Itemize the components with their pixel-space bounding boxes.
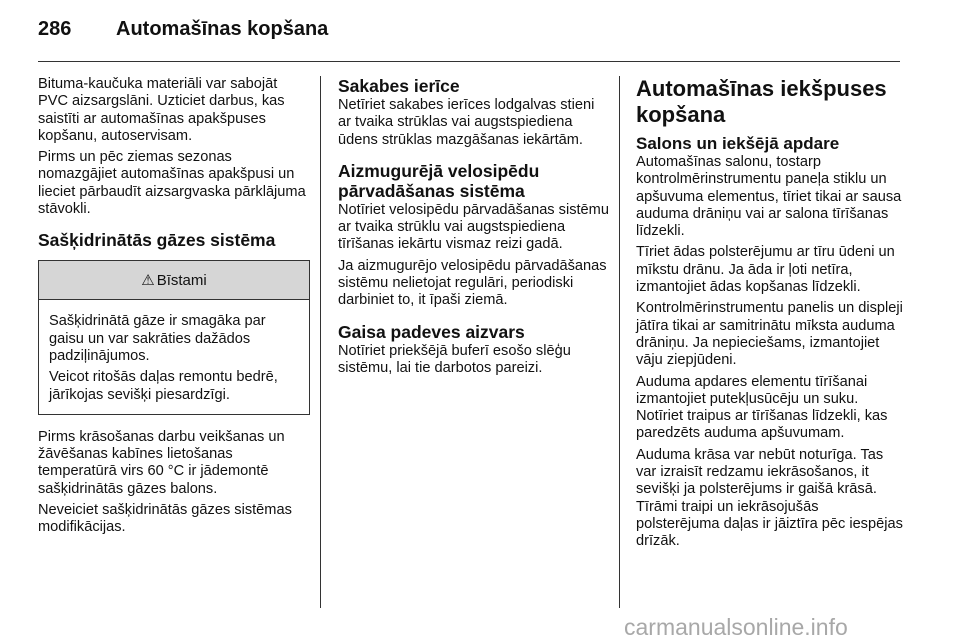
subsection-heading: Salons un iekšējā apdare bbox=[636, 134, 840, 153]
paragraph: Pirms un pēc ziemas sezonas nomazgājiet automašīnas apakšpusi un lieciet pārbaudīt aizsargvaska pārklājuma stāvokli. bbox=[38, 149, 306, 218]
paragraph: Tīriet ādas polsterējumu ar tīru ūdeni un mīkstu drānu. Ja āda ir ļoti netīra, izmantojiet ādas kopšanas līdzekli. bbox=[636, 244, 895, 296]
paragraph: Kontrolmērinstrumentu panelis un displeji jātīra tikai ar samitrinātu mīksta auduma drāniņu. Ja nepieciešams, izmantojiet vāju ziepjūdeni. bbox=[636, 300, 903, 369]
warning-body bbox=[39, 300, 309, 413]
column-divider bbox=[320, 76, 321, 608]
column-left bbox=[38, 76, 310, 541]
section-heading-air-shutter: Gaisa padeves aizvars bbox=[338, 321, 525, 342]
column-divider bbox=[619, 76, 620, 608]
watermark: carmanualsonline.info bbox=[624, 614, 848, 640]
column-right bbox=[636, 76, 906, 555]
page-header bbox=[38, 18, 328, 48]
paragraph: Auduma krāsa var nebūt noturīga. Tas var izraisīt redzamu iekrāsošanos, it sevišķi ja polsterējums ir gaišā krāsā. Tīrāmi traipi un iekrāsojušās polsterējuma daļas ir jāiztīra pēc iespējas drīzāk. bbox=[636, 446, 903, 550]
warning-text: Sašķidrinātā gāze ir smagāka par gaisu un var sakrāties dažādos padziļinājumos. bbox=[49, 313, 266, 364]
paragraph: Notīriet priekšējā buferī esošo slēģu sistēmu, lai tie darbotos pareizi. bbox=[338, 342, 571, 376]
header-divider bbox=[38, 61, 900, 62]
section-heading-tow-bar: Sakabes ierīce bbox=[338, 76, 460, 96]
column-middle bbox=[338, 76, 610, 381]
page-title: Automašīnas kopšana bbox=[116, 18, 329, 40]
paragraph: Ja aizmugurējo velosipēdu pārvadāšanas sistēmu nelietojat regulāri, periodiski darbiniet to, it īpaši ziemā. bbox=[338, 257, 607, 309]
warning-header bbox=[39, 261, 309, 300]
warning-triangle-icon: ⚠ bbox=[141, 271, 155, 289]
paragraph: Bituma-kaučuka materiāli var sabojāt PVC aizsargslāni. Uzticiet darbus, kas saistīti ar automašīnas apakšpuses kopšanu, autoservisam. bbox=[38, 76, 285, 144]
paragraph: Pirms krāsošanas darbu veikšanas un žāvēšanas kabīnes lietošanas temperatūrā virs 60 °C ir jādemontē sašķidrinātās gāzes balons. bbox=[38, 428, 285, 497]
paragraph: Neveiciet sašķidrinātās gāzes sistēmas modifikācijas. bbox=[38, 502, 292, 536]
paragraph: Auduma apdares elementu tīrīšanai izmantojiet putekļusūcēju un suku. Notīriet traipus ar tīrīšanas līdzekli, kas paredzēts auduma apšuvumam. bbox=[636, 373, 888, 442]
section-heading-lpg: Sašķidrinātās gāzes sistēma bbox=[38, 230, 276, 251]
paragraph: Automašīnas salonu, tostarp kontrolmērinstrumentu paneļa stiklu un apšuvuma elementus, tīriet tikai ar sausa auduma drāniņu vai ar salona tīrīšanas līdzekli. bbox=[636, 154, 902, 240]
section-heading-bike-carrier: Aizmugurējā velosipēdu pārvadāšanas sistēma bbox=[338, 160, 540, 201]
warning-label: Bīstami bbox=[156, 271, 207, 289]
warning-box bbox=[38, 260, 310, 414]
paragraph: Notīriet velosipēdu pārvadāšanas sistēmu ar tvaika strūklu vai augstspiediena tīrīšanas iekārtu vismaz reizi gadā. bbox=[338, 201, 609, 253]
paragraph: Netīriet sakabes ierīces lodgalvas stieni ar tvaika strūklas vai augstspiediena ūdens strūklas mazgāšanas iekārtām. bbox=[338, 97, 595, 148]
warning-text: Veicot ritošās daļas remontu bedrē, jārīkojas sevišķi piesardzīgi. bbox=[49, 369, 278, 403]
chapter-heading: Automašīnas iekšpuses kopšana bbox=[636, 76, 887, 127]
page-number: 286 bbox=[38, 18, 72, 40]
